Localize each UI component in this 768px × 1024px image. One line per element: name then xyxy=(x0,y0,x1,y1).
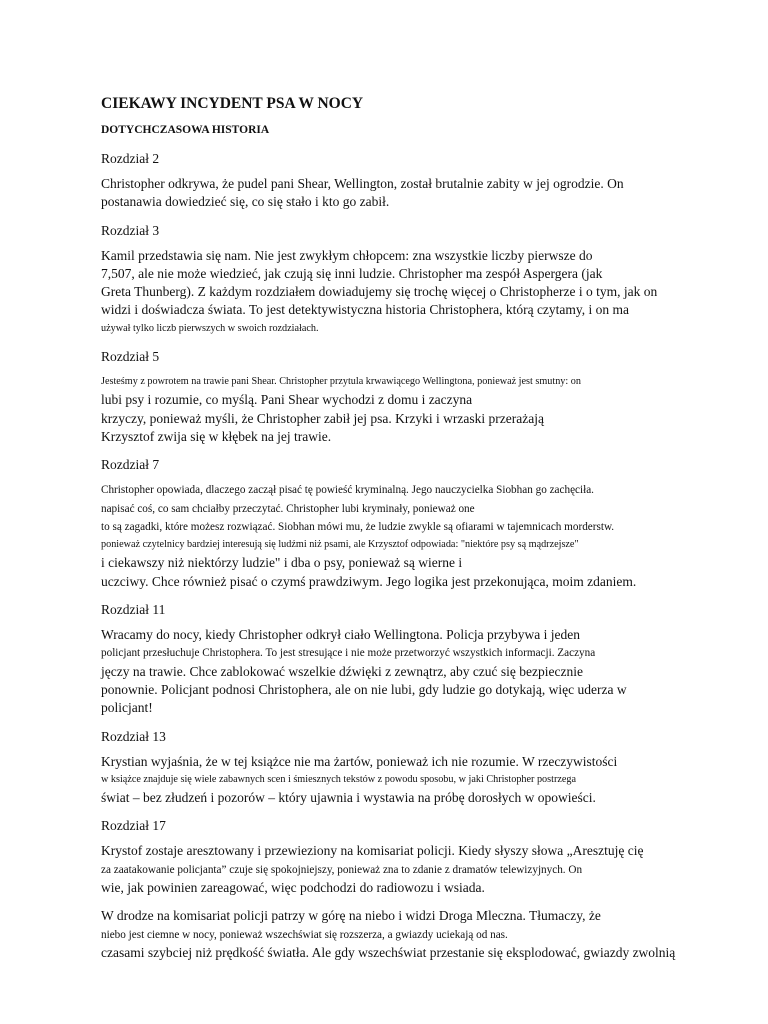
text-line: napisać coś, co sam chciałby przeczytać. Christopher lubi kryminały, ponieważ one xyxy=(101,502,475,515)
chapter-paragraph xyxy=(101,907,731,962)
chapter-heading: Rozdział 5 xyxy=(101,349,160,365)
text-line: Krystian wyjaśnia, że w tej książce nie ma żartów, ponieważ ich nie rozumie. W rzeczywistości xyxy=(101,753,618,769)
chapter-heading: Rozdział 2 xyxy=(101,151,160,166)
document-subtitle: DOTYCHCZASOWA HISTORIA xyxy=(101,124,270,136)
chapter-heading: Rozdział 7 xyxy=(101,457,160,473)
text-line: i ciekawszy niż niektórzy ludzie" i dba o psy, ponieważ są wierne i xyxy=(101,555,463,571)
chapter-paragraph xyxy=(101,373,731,446)
text-line: używał tylko liczb pierwszych w swoich rozdziałach. xyxy=(101,322,319,334)
text-line: Wracamy do nocy, kiedy Christopher odkrył ciało Wellingtona. Policja przybywa i jeden xyxy=(101,627,580,643)
chapter-paragraph xyxy=(101,175,731,212)
chapter-heading: Rozdział 13 xyxy=(101,728,166,744)
document-body xyxy=(101,150,731,962)
text-line: czasami szybciej niż prędkość światła. Ale gdy wszechświat przestanie się eksplodować, gwiazdy zwolnią xyxy=(101,944,676,960)
chapter-paragraph xyxy=(101,481,731,591)
text-line: widzi i doświadcza świata. To jest detektywistyczna historia Christophera, którą czytamy, i on ma xyxy=(101,302,630,318)
text-line: Christopher opowiada, dlaczego zaczął pisać tę powieść kryminalną. Jego nauczycielka Siobhan go zachęciła. xyxy=(101,484,594,497)
text-line: niebo jest ciemne w nocy, ponieważ wszechświat się rozszerza, a gwiazdy uciekają od nas. xyxy=(101,928,508,941)
text-line: Krystof zostaje aresztowany i przewieziony na komisariat policji. Kiedy słyszy słowa „Aresztuję cię xyxy=(101,843,644,859)
text-line: Christopher odkrywa, że pudel pani Shear, Wellington, został brutalnie zabity w jej ogrodzie. On xyxy=(101,176,624,191)
text-line: policjant przesłuchuje Christophera. To jest stresujące i nie może przetworzyć wszystkich informacji. Zaczyna xyxy=(101,647,596,660)
chapter-paragraph xyxy=(101,247,731,338)
text-line: to są zagadki, które możesz rozwiązać. Siobhan mówi mu, że ludzie zwykle są ofiarami w tajemnicach morderstw. xyxy=(101,520,615,533)
chapter-paragraph xyxy=(101,753,731,808)
text-line: uczciwy. Chce również pisać o czymś prawdziwym. Jego logika jest przekonująca, moim zdaniem. xyxy=(101,573,637,589)
text-line: 7,507, ale nie może wiedzieć, jak czują się inni ludzie. Christopher ma zespół Aspergera (jak xyxy=(101,265,603,281)
text-line: lubi psy i rozumie, co myślą. Pani Shear wychodzi z domu i zaczyna xyxy=(101,392,473,408)
chapter-paragraph xyxy=(101,842,731,897)
text-line: policjant! xyxy=(101,700,153,716)
text-line: ponieważ czytelnicy bardziej interesują się ludźmi niż psami, ale Krzysztof odpowiada: "niektóre psy są mądrzejsze" xyxy=(101,539,579,551)
text-line: w książce znajduje się wiele zabawnych scen i śmiesznych tekstów z powodu sposobu, w jaki Christopher postrzega xyxy=(101,773,577,785)
document-title: CIEKAWY INCYDENT PSA W NOCY xyxy=(101,95,364,112)
text-line: Jesteśmy z powrotem na trawie pani Shear. Christopher przytula krwawiącego Wellingtona, ponieważ jest smutny: on xyxy=(101,376,581,388)
text-line: ponownie. Policjant podnosi Christophera, ale on nie lubi, gdy ludzie go dotykają, więc uderza w xyxy=(101,681,627,697)
text-line: Krzysztof zwija się w kłębek na jej trawie. xyxy=(101,428,332,444)
text-line: za zaatakowanie policjanta” czuje się spokojniejszy, ponieważ zna to zdanie z dramatów telewizyjnych. On xyxy=(101,863,583,876)
text-line: postanawia dowiedzieć się, co się stało i kto go zabił. xyxy=(101,194,390,210)
text-line: jęczy na trawie. Chce zablokować wszelkie dźwięki z zewnątrz, aby czuć się bezpiecznie xyxy=(101,663,583,679)
document-page xyxy=(101,95,731,972)
text-line: krzyczy, ponieważ myśli, że Christopher zabił jej psa. Krzyki i wrzaski przerażają xyxy=(101,410,544,426)
text-line: wie, jak powinien zareagować, więc podchodzi do radiowozu i wsiada. xyxy=(101,880,485,896)
text-line: Greta Thunberg). Z każdym rozdziałem dowiadujemy się trochę więcej o Christopherze i o tym, jak on xyxy=(101,284,658,300)
text-line: Kamil przedstawia się nam. Nie jest zwykłym chłopcem: zna wszystkie liczby pierwsze do xyxy=(101,247,593,263)
chapter-paragraph xyxy=(101,626,731,717)
chapter-heading: Rozdział 3 xyxy=(101,222,160,238)
text-line: świat – bez złudzeń i pozorów – który ujawnia i wystawia na próbę dorosłych w opowieści. xyxy=(101,790,596,806)
text-line: W drodze na komisariat policji patrzy w górę na niebo i widzi Droga Mleczna. Tłumaczy, że xyxy=(101,908,601,924)
chapter-heading: Rozdział 11 xyxy=(101,602,166,618)
chapter-heading: Rozdział 17 xyxy=(101,818,166,834)
